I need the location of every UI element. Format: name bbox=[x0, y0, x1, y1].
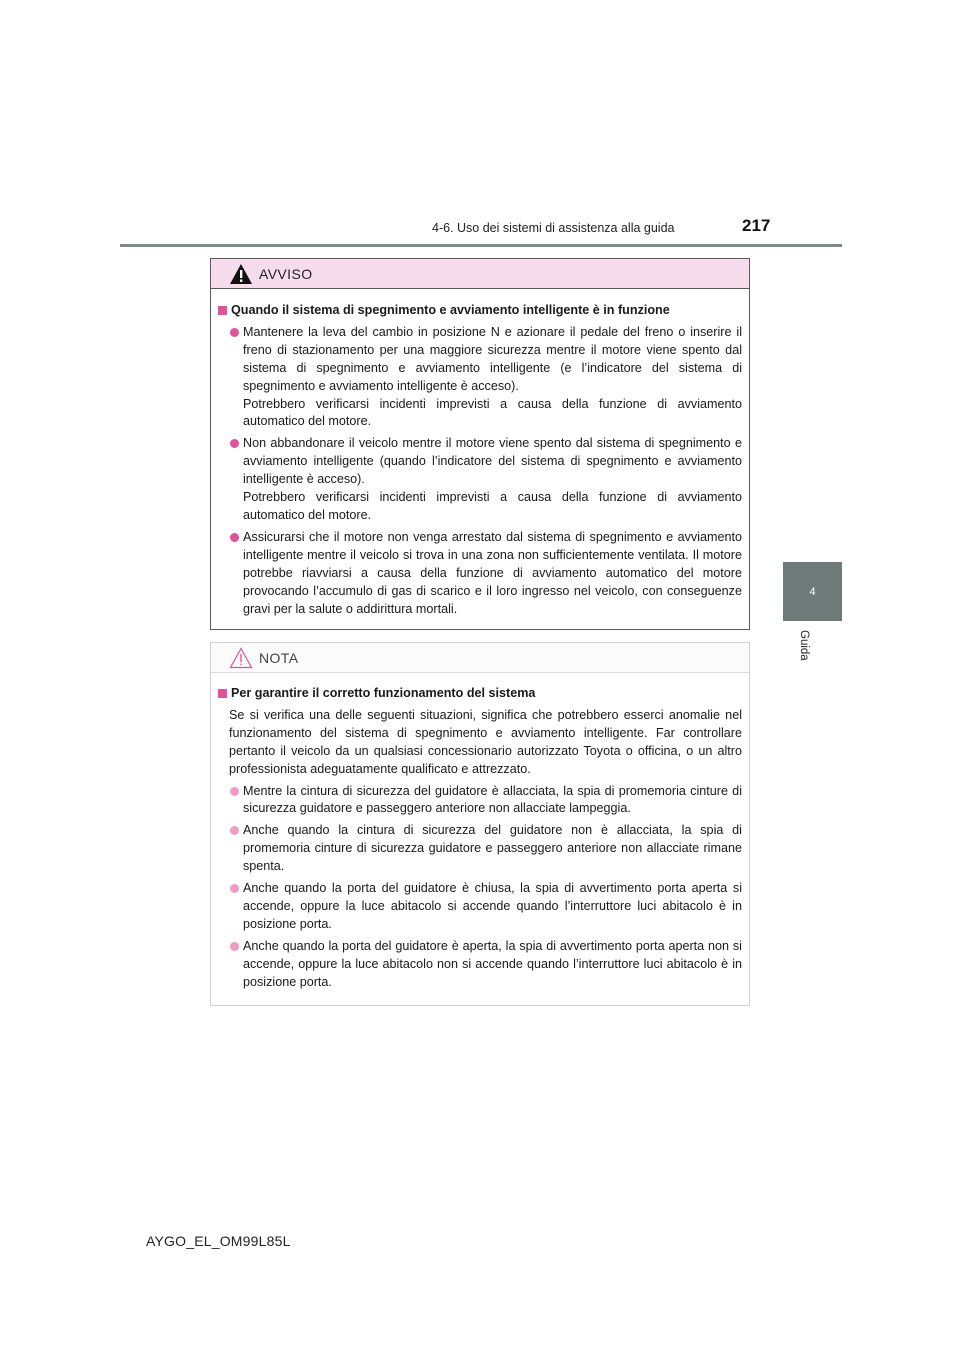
warning-item-text: Potrebbero verificarsi incidenti imprevisti a causa della funzione di avviamento automatico del motore. bbox=[243, 490, 742, 522]
warning-item bbox=[218, 324, 742, 431]
warning-item-text: Assicurarsi che il motore non venga arrestato dal sistema di spegnimento e avviamento intelligente mentre il veicolo si trova in una zona non sufficientemente ventilata. Il motore potrebbe riavviarsi a causa della funzione di avviamento automatico del motore provocando l’accumulo di gas di scarico e il loro ingresso nel veicolo, con conseguenze gravi per la salute o addirittura mortali. bbox=[243, 529, 742, 616]
warning-header bbox=[211, 259, 749, 289]
note-item-text: Mentre la cintura di sicurezza del guidatore è allacciata, la spia di promemoria cinture di sicurezza guidatore e passeggero anteriore non allacciate lampeggia. bbox=[243, 783, 742, 816]
chapter-label: Guida bbox=[798, 630, 810, 661]
round-bullet-icon bbox=[230, 826, 239, 835]
round-bullet-icon bbox=[230, 533, 239, 542]
square-bullet-icon bbox=[218, 689, 227, 698]
warning-item bbox=[218, 435, 742, 525]
note-item bbox=[218, 880, 742, 934]
note-intro: Se si verifica una delle seguenti situazioni, significa che potrebbero esserci anomalie nel funzionamento del sistema di spegnimento e avviamento intelligente. Far controllare pertanto il veicolo da un qualsiasi concessionario autorizzato Toyota o officina, o un altro professionista adeguatamente qualificato e attrezzato. bbox=[229, 707, 742, 776]
page-number: 217 bbox=[742, 216, 771, 235]
square-bullet-icon bbox=[218, 306, 227, 315]
chapter-tab bbox=[783, 562, 842, 621]
note-item bbox=[218, 783, 742, 819]
note-section-title: Per garantire il corretto funzionamento del sistema bbox=[218, 685, 742, 703]
running-header-section: 4-6. Uso dei sistemi di assistenza alla guida bbox=[432, 221, 675, 235]
warning-item-text: Non abbandonare il veicolo mentre il motore viene spento dal sistema di spegnimento e avviamento intelligente (quando l’indicatore del sistema di spegnimento e avviamento intelligente è acceso). bbox=[243, 436, 742, 487]
chapter-number: 4 bbox=[809, 585, 816, 598]
warning-triangle-icon bbox=[229, 263, 253, 285]
note-header bbox=[211, 643, 749, 673]
warning-title: AVVISO bbox=[259, 265, 313, 282]
warning-box bbox=[210, 258, 750, 630]
note-item bbox=[218, 822, 742, 876]
note-title: NOTA bbox=[259, 649, 299, 666]
round-bullet-icon bbox=[230, 942, 239, 951]
note-body bbox=[211, 673, 749, 992]
note-item-text: Anche quando la cintura di sicurezza del guidatore non è allacciata, la spia di promemoria cinture di sicurezza guidatore e passeggero anteriore non allacciate rimane spenta. bbox=[243, 823, 742, 874]
round-bullet-icon bbox=[230, 787, 239, 796]
round-bullet-icon bbox=[230, 328, 239, 337]
warning-item-text: Mantenere la leva del cambio in posizione N e azionare il pedale del freno o inserire il freno di stazionamento per una maggiore sicurezza mentre il motore viene spento dal sistema di spegnimento e avviamento intelligente (e l’indicatore del sistema di spegnimento e avviamento intelligente è acceso). bbox=[243, 324, 742, 393]
caution-triangle-outline-icon bbox=[229, 647, 253, 669]
document-code: AYGO_EL_OM99L85L bbox=[146, 1233, 291, 1249]
round-bullet-icon bbox=[230, 884, 239, 893]
round-bullet-icon bbox=[230, 439, 239, 448]
note-item-text: Anche quando la porta del guidatore è aperta, la spia di avvertimento porta aperta non si accende, oppure la luce abitacolo non si accende quando l’interruttore luci abitacolo è in posizione porta. bbox=[243, 938, 742, 989]
warning-body bbox=[211, 289, 749, 618]
warning-section-title: Quando il sistema di spegnimento e avviamento intelligente è in funzione bbox=[218, 302, 742, 320]
note-item-text: Anche quando la porta del guidatore è chiusa, la spia di avvertimento porta aperta si accende, oppure la luce abitacolo si accende quando l’interruttore luci abitacolo è in posizione porta. bbox=[243, 881, 742, 931]
warning-item bbox=[218, 529, 742, 619]
header-divider bbox=[120, 244, 842, 247]
warning-item-text: Potrebbero verificarsi incidenti imprevisti a causa della funzione di avviamento automatico del motore. bbox=[243, 396, 742, 429]
note-item bbox=[218, 938, 742, 992]
note-box bbox=[210, 642, 750, 1006]
